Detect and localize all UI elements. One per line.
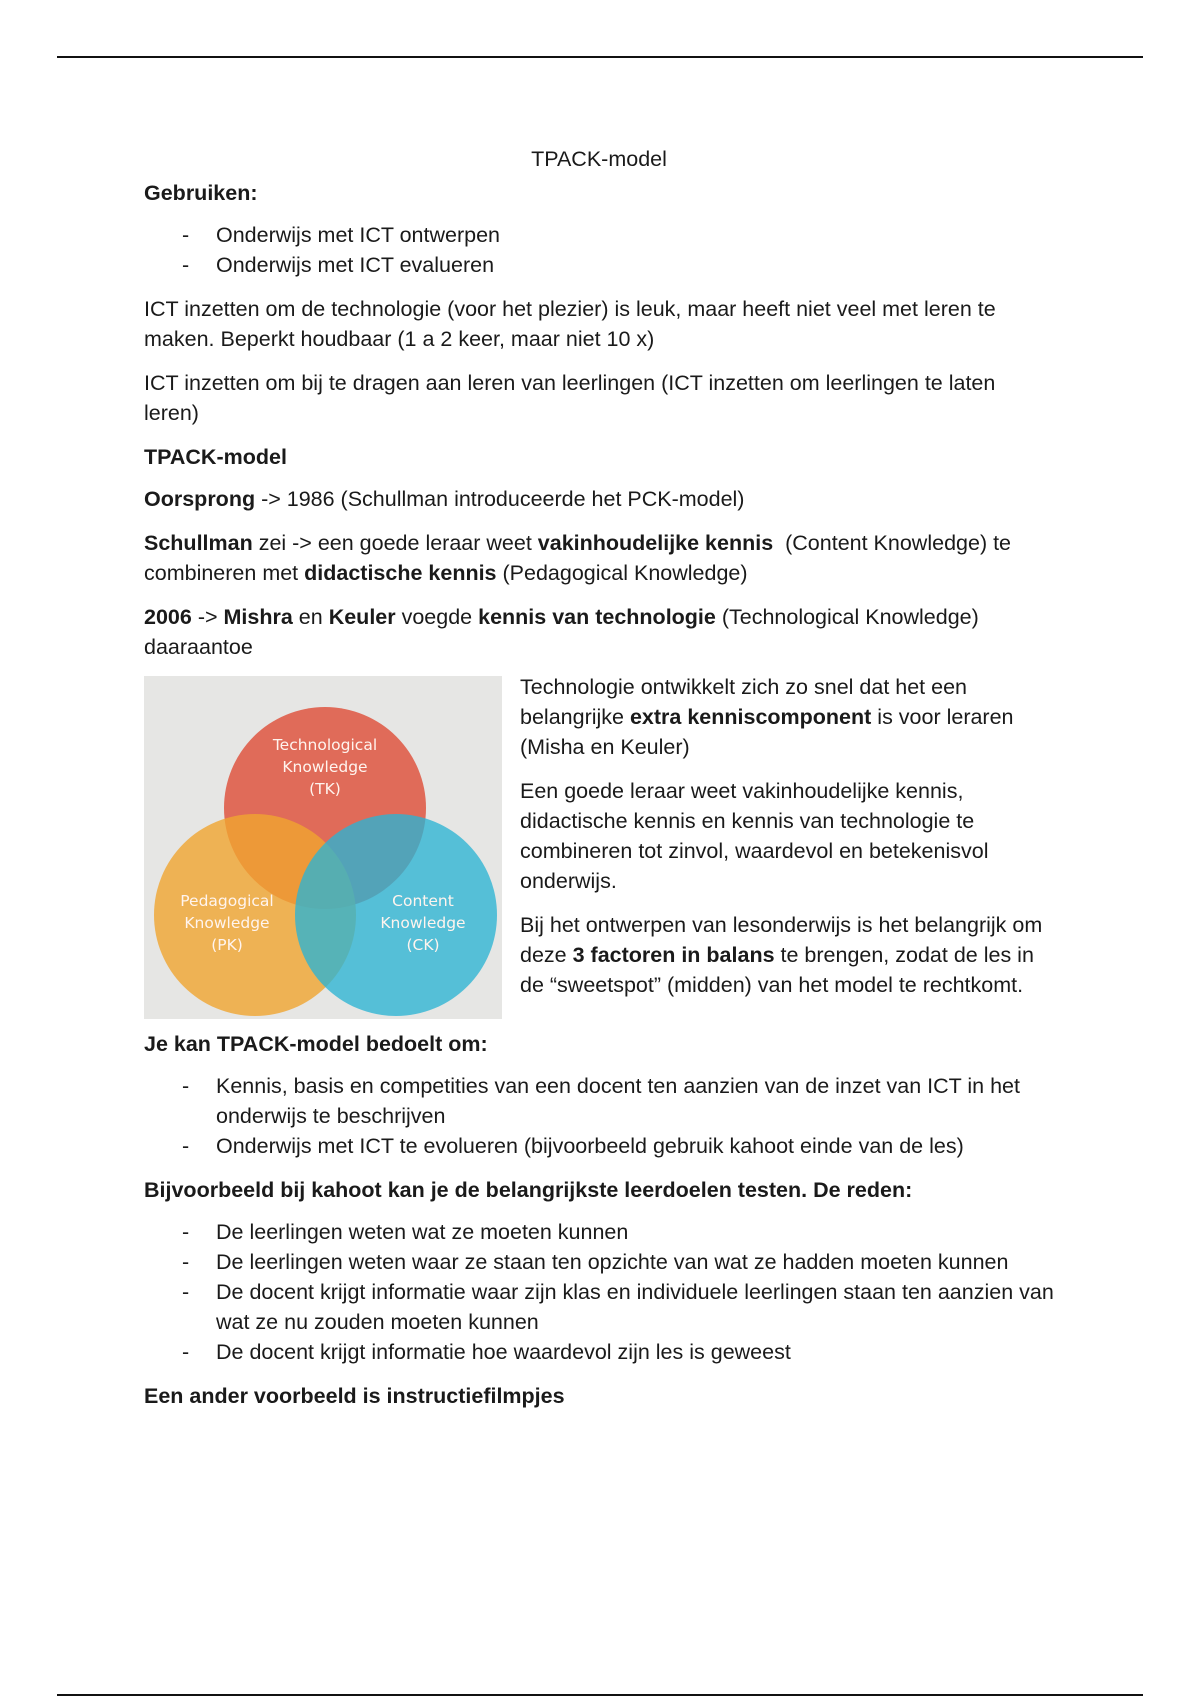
venn-label-ck-1: Content: [392, 892, 454, 910]
venn-label-pk-3: (PK): [211, 936, 243, 954]
list-item: - Onderwijs met ICT evalueren: [144, 250, 1054, 280]
tpack-figure-row: [144, 676, 1054, 1019]
page-title: TPACK-model: [531, 147, 667, 171]
kahoot-heading: Bijvoorbeeld bij kahoot kan je de belangrijkste leerdoelen testen. De reden:: [144, 1178, 913, 1202]
ander-voorbeeld-heading: Een ander voorbeeld is instructiefilmpjes: [144, 1384, 565, 1408]
paragraph-goede-leraar: Een goede leraar weet vakinhoudelijke kennis, didactische kennis en kennis van technologie te combineren tot zinvol, waardevol en betekenisvol onderwijs.: [520, 779, 989, 893]
venn-side-text: [520, 672, 1054, 1019]
list-item: - Kennis, basis en competities van een docent ten aanzien van de inzet van ICT in het onderwijs te beschrijven: [144, 1071, 1054, 1131]
list-item: - De leerlingen weten waar ze staan ten opzichte van wat ze hadden moeten kunnen: [144, 1247, 1054, 1277]
paragraph-technologie: Technologie ontwikkelt zich zo snel dat het een belangrijke extra kenniscomponent is voor leraren (Misha en Keuler): [520, 675, 1014, 759]
paragraph-schullman: Schullman zei -> een goede leraar weet vakinhoudelijke kennis (Content Knowledge) te combineren met didactische kennis (Pedagogical Knowledge): [144, 531, 1017, 585]
list-item: - Onderwijs met ICT ontwerpen: [144, 220, 1054, 250]
venn-label-pk-1: Pedagogical: [180, 892, 274, 910]
venn-label-ck-2: Knowledge: [380, 914, 466, 932]
venn-svg: [144, 676, 502, 1019]
venn-label-pk-2: Knowledge: [184, 914, 270, 932]
gebruiken-list: [144, 220, 1054, 280]
list-item: - Onderwijs met ICT te evolueren (bijvoorbeeld gebruik kahoot einde van de les): [144, 1131, 1054, 1161]
kahoot-list: [144, 1217, 1054, 1367]
bedoelt-heading: Je kan TPACK-model bedoelt om:: [144, 1032, 488, 1056]
venn-label-tk-1: Technological: [272, 736, 378, 754]
gebruiken-heading: Gebruiken:: [144, 181, 258, 205]
paragraph-ict-plezier: ICT inzetten om de technologie (voor het plezier) is leuk, maar heeft niet veel met leren te maken. Beperkt houdbaar (1 a 2 keer, maar niet 10 x): [144, 297, 996, 351]
venn-label-tk-2: Knowledge: [282, 758, 368, 776]
document-body: [144, 144, 1054, 1423]
paragraph-mishra: 2006 -> Mishra en Keuler voegde kennis van technologie (Technological Knowledge) daaraantoe: [144, 605, 979, 659]
venn-label-tk-3: (TK): [309, 780, 341, 798]
venn-label-ck-3: (CK): [406, 936, 440, 954]
bedoelt-list: [144, 1071, 1054, 1161]
paragraph-oorsprong: Oorsprong -> 1986 (Schullman introduceerde het PCK-model): [144, 487, 745, 511]
list-item: - De docent krijgt informatie hoe waardevol zijn les is geweest: [144, 1337, 1054, 1367]
list-item: - De docent krijgt informatie waar zijn klas en individuele leerlingen staan ten aanzien van wat ze nu zouden moeten kunnen: [144, 1277, 1054, 1337]
bottom-rule: [57, 1694, 1143, 1696]
paragraph-balans: Bij het ontwerpen van lesonderwijs is het belangrijk om deze 3 factoren in balans te brengen, zodat de les in de “sweetspot” (midden) van het model te rechtkomt.: [520, 913, 1043, 997]
paragraph-ict-leren: ICT inzetten om bij te dragen aan leren van leerlingen (ICT inzetten om leerlingen te laten leren): [144, 371, 996, 425]
tpack-venn-diagram: [144, 676, 502, 1019]
tpack-heading: TPACK-model: [144, 445, 287, 469]
list-item: - De leerlingen weten wat ze moeten kunnen: [144, 1217, 1054, 1247]
top-rule: [57, 56, 1143, 58]
